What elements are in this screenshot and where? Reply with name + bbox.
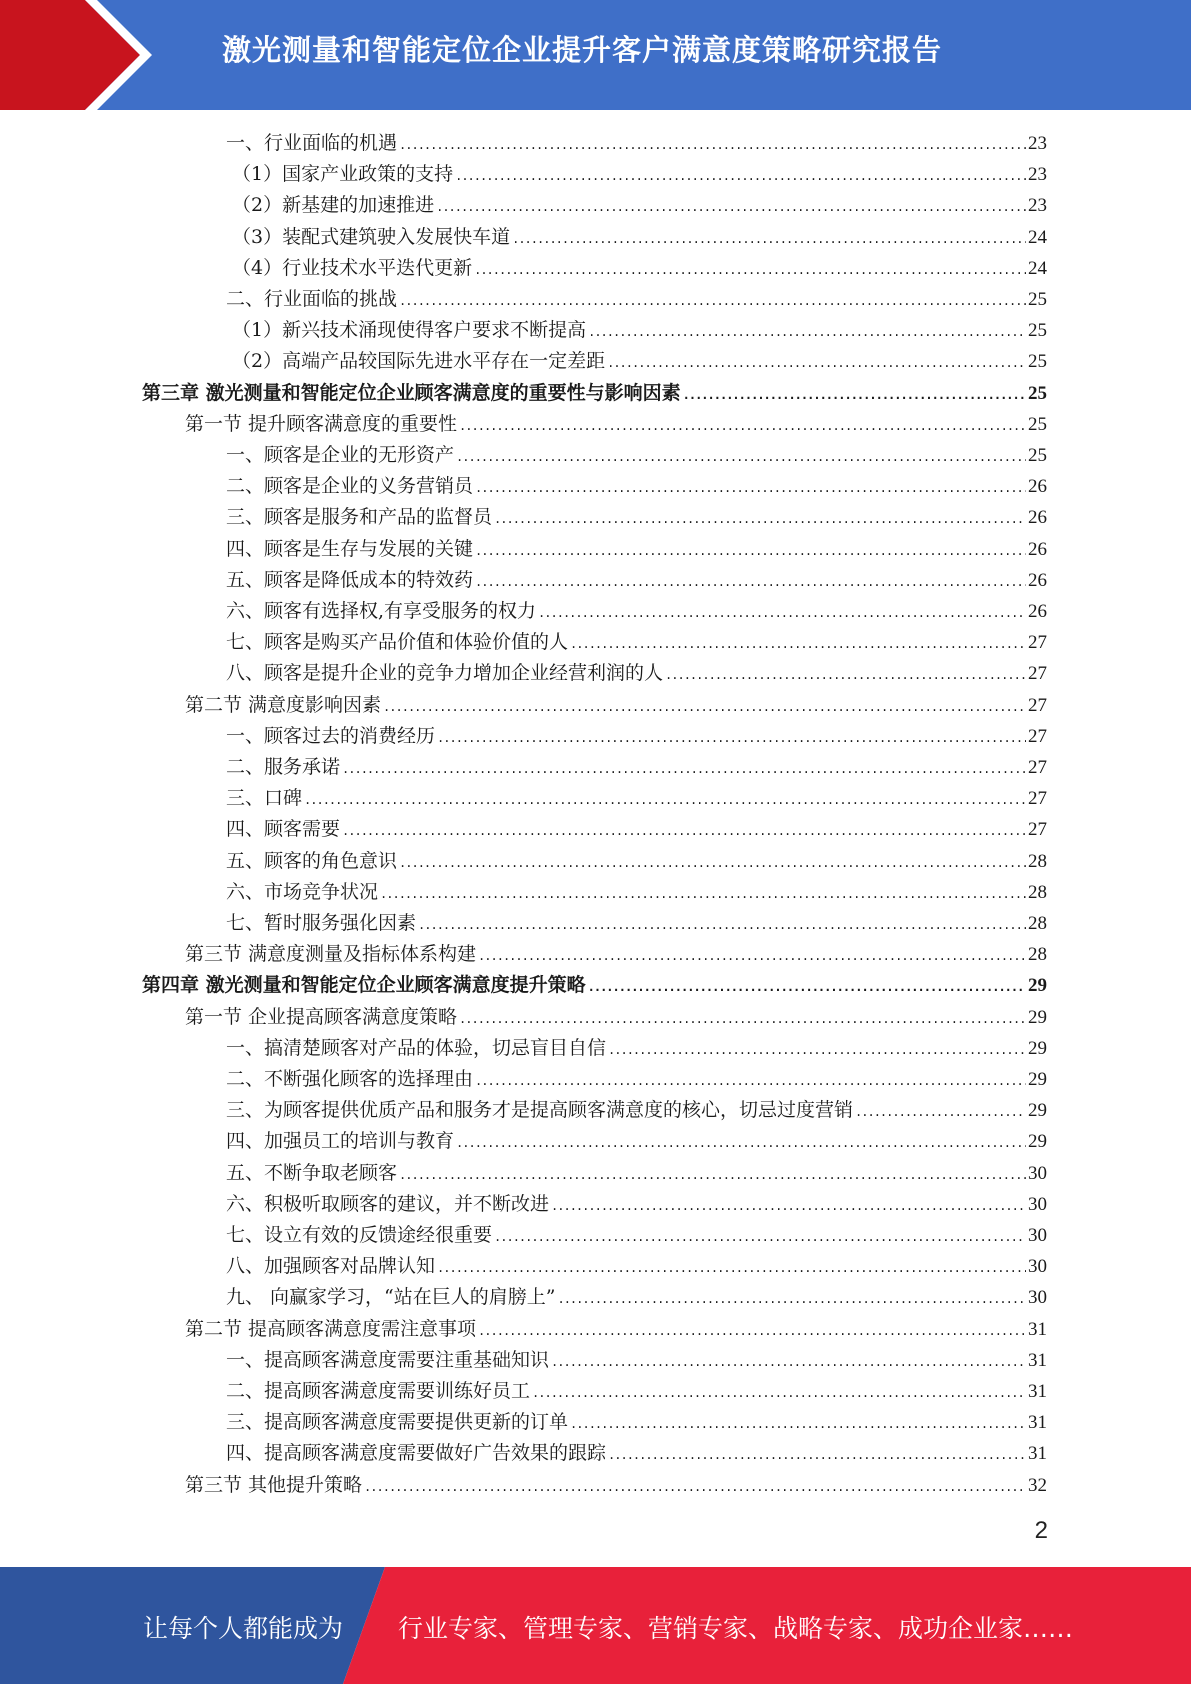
toc-item-entry[interactable] <box>226 128 1047 159</box>
toc-item-entry[interactable] <box>226 1095 1047 1126</box>
toc-dot-leader <box>478 941 1026 972</box>
toc-entry-label: 六、积极听取顾客的建议，并不断改进 <box>226 1192 550 1215</box>
toc-entry-label: 第三节 其他提升策略 <box>185 1473 363 1496</box>
report-title: 激光测量和智能定位企业提升客户满意度策略研究报告 <box>222 33 943 67</box>
toc-entry-page: 25 <box>1028 320 1047 342</box>
toc-dot-leader <box>608 1035 1026 1066</box>
toc-entry-label: 一、提高顾客满意度需要注重基础知识 <box>226 1348 550 1371</box>
toc-dot-leader <box>418 910 1026 941</box>
toc-dot-leader <box>399 848 1026 879</box>
toc-entry-page: 30 <box>1028 1193 1047 1215</box>
toc-entry-page: 27 <box>1028 694 1047 716</box>
toc-entry-label: （4）行业技术水平迭代更新 <box>232 256 473 279</box>
toc-entry-page: 24 <box>1028 226 1047 248</box>
toc-dot-leader <box>475 473 1026 504</box>
toc-dot-leader <box>588 317 1026 348</box>
toc-entry-page: 31 <box>1028 1381 1047 1402</box>
toc-item-entry[interactable] <box>226 596 1047 627</box>
toc-entry-page: 23 <box>1028 133 1047 154</box>
toc-dot-leader <box>607 348 1026 379</box>
toc-dot-leader <box>532 1378 1026 1409</box>
toc-entry-page: 23 <box>1028 195 1047 217</box>
toc-entry-page: 25 <box>1028 382 1047 404</box>
toc-entry-label: 五、不断争取老顾客 <box>226 1161 398 1184</box>
toc-item-entry[interactable] <box>226 1033 1047 1064</box>
toc-entry-page: 25 <box>1028 413 1047 435</box>
toc-entry-label: （2）高端产品较国际先进水平存在一定差距 <box>232 350 606 373</box>
toc-item-entry[interactable] <box>226 846 1047 877</box>
toc-item-entry[interactable] <box>226 440 1047 471</box>
toc-entry-page: 27 <box>1028 757 1047 778</box>
toc-item-entry[interactable] <box>232 190 1047 221</box>
toc-item-entry[interactable] <box>232 315 1047 346</box>
toc-dot-leader <box>475 536 1026 567</box>
page-footer <box>0 1567 1191 1684</box>
toc-dot-leader <box>665 660 1026 691</box>
toc-entry-label: （1）新兴技术涌现使得客户要求不断提高 <box>232 319 587 342</box>
toc-entry-label: 八、加强顾客对品牌认知 <box>226 1255 436 1278</box>
page-header <box>0 0 1191 110</box>
toc-item-entry[interactable] <box>232 222 1047 253</box>
toc-dot-leader <box>588 972 1026 1003</box>
toc-entry-label: （1）国家产业政策的支持 <box>232 163 454 186</box>
toc-dot-leader <box>380 879 1026 910</box>
toc-entry-label: 三、顾客是服务和产品的监督员 <box>226 506 493 529</box>
toc-entry-page: 28 <box>1028 850 1047 872</box>
toc-dot-leader <box>437 1253 1026 1284</box>
toc-entry-page: 29 <box>1028 1006 1047 1028</box>
toc-entry-page: 27 <box>1028 819 1047 841</box>
toc-entry-label: 九、 向赢家学习，“站在巨人的肩膀上” <box>226 1286 556 1309</box>
toc-entry-label: 二、提高顾客满意度需要训练好员工 <box>226 1380 531 1402</box>
toc-dot-leader <box>383 692 1026 723</box>
toc-entry-label: 一、搞清楚顾客对产品的体验，切忌盲目自信 <box>226 1036 607 1059</box>
toc-entry-page: 29 <box>1028 975 1047 997</box>
toc-entry-label: 第四章 激光测量和智能定位企业顾客满意度提升策略 <box>142 974 586 997</box>
toc-entry-label: （3）装配式建筑驶入发展快车道 <box>232 225 511 248</box>
toc-dot-leader <box>855 1097 1026 1128</box>
toc-entry-label: （2）新基建的加速推进 <box>232 194 435 217</box>
page-number: 2 <box>1034 1517 1048 1544</box>
toc-entry-label: 一、顾客过去的消费经历 <box>226 724 436 747</box>
toc-dot-leader <box>608 1440 1026 1471</box>
toc-entry-label: 六、顾客有选择权,有享受服务的权力 <box>226 600 537 622</box>
toc-entry-label: 七、顾客是购买产品价值和体验价值的人 <box>226 631 569 654</box>
toc-item-entry[interactable] <box>226 502 1047 533</box>
toc-dot-leader <box>551 1347 1026 1378</box>
toc-item-entry[interactable] <box>226 752 1047 783</box>
toc-entry-label: 一、顾客是企业的无形资产 <box>226 444 455 466</box>
toc-entry-page: 31 <box>1028 1443 1047 1465</box>
toc-item-entry[interactable] <box>226 1282 1047 1313</box>
toc-dot-leader <box>459 411 1026 442</box>
toc-dot-leader <box>399 1160 1026 1191</box>
toc-entry-label: 四、加强员工的培训与教育 <box>226 1130 455 1153</box>
toc-entry-page: 25 <box>1028 289 1047 310</box>
toc-item-entry[interactable] <box>226 1220 1047 1251</box>
toc-entry-label: 二、服务承诺 <box>226 756 341 778</box>
toc-item-entry[interactable] <box>226 1376 1047 1407</box>
toc-entry-label: 七、暂时服务强化因素 <box>226 912 417 934</box>
toc-item-entry[interactable] <box>226 908 1047 939</box>
toc-entry-label: 第二节 满意度影响因素 <box>185 693 382 716</box>
toc-entry-label: 四、提高顾客满意度需要做好广告效果的跟踪 <box>226 1442 607 1465</box>
toc-entry-page: 31 <box>1028 1412 1047 1434</box>
toc-dot-leader <box>494 504 1026 535</box>
toc-entry-page: 26 <box>1028 507 1047 529</box>
toc-entry-label: 六、市场竞争状况 <box>226 880 379 903</box>
toc-entry-page: 26 <box>1028 569 1047 591</box>
toc-entry-page: 25 <box>1028 445 1047 466</box>
toc-section-entry[interactable] <box>185 1470 1047 1501</box>
toc-dot-leader <box>456 442 1026 473</box>
toc-entry-label: 七、设立有效的反馈途经很重要 <box>226 1224 493 1246</box>
toc-entry-page: 28 <box>1028 881 1047 903</box>
toc-entry-page: 32 <box>1028 1474 1047 1496</box>
toc-dot-leader <box>456 1128 1026 1159</box>
toc-entry-page: 23 <box>1028 164 1047 186</box>
toc-entry-page: 26 <box>1028 538 1047 560</box>
toc-entry-page: 28 <box>1028 944 1047 966</box>
toc-dot-leader <box>551 1191 1026 1222</box>
toc-item-entry[interactable] <box>226 1438 1047 1469</box>
toc-item-entry[interactable] <box>226 471 1047 502</box>
toc-section-entry[interactable] <box>185 409 1047 440</box>
toc-dot-leader <box>512 224 1026 255</box>
toc-dot-leader <box>364 1472 1026 1503</box>
toc-dot-leader <box>475 1066 1026 1097</box>
toc-entry-page: 31 <box>1028 1349 1047 1371</box>
toc-item-entry[interactable] <box>232 346 1047 377</box>
toc-item-entry[interactable] <box>232 159 1047 190</box>
toc-entry-label: 第三节 满意度测量及指标体系构建 <box>185 943 477 966</box>
toc-entry-label: 第二节 提高顾客满意度需注意事项 <box>185 1317 477 1340</box>
toc-entry-label: 二、顾客是企业的义务营销员 <box>226 475 474 498</box>
toc-section-entry[interactable] <box>185 1314 1047 1345</box>
toc-entry-page: 27 <box>1028 663 1047 685</box>
toc-dot-leader <box>478 1316 1026 1347</box>
toc-entry-page: 27 <box>1028 788 1047 810</box>
toc-entry-label: 五、顾客是降低成本的特效药 <box>226 568 474 591</box>
toc-entry-page: 31 <box>1028 1318 1047 1340</box>
footer-slogan-left: 让每个人都能成为 <box>143 1614 344 1643</box>
toc-section-entry[interactable] <box>185 939 1047 970</box>
toc-dot-leader <box>304 785 1026 816</box>
toc-dot-leader <box>475 567 1026 598</box>
toc-entry-page: 24 <box>1028 257 1047 279</box>
toc-item-entry[interactable] <box>226 721 1047 752</box>
toc-entry-page: 29 <box>1028 1037 1047 1059</box>
toc-item-entry[interactable] <box>226 1064 1047 1095</box>
toc-entry-label: 三、提高顾客满意度需要提供更新的订单 <box>226 1411 569 1434</box>
toc-dot-leader <box>342 816 1026 847</box>
toc-entry-page: 26 <box>1028 601 1047 622</box>
footer-slogan-right: 行业专家、管理专家、营销专家、战略专家、成功企业家…… <box>398 1614 1074 1643</box>
toc-item-entry[interactable] <box>226 877 1047 908</box>
toc-entry-page: 30 <box>1028 1256 1047 1278</box>
toc-dot-leader <box>459 1004 1026 1035</box>
toc-item-entry[interactable] <box>226 1189 1047 1220</box>
toc-item-entry[interactable] <box>232 253 1047 284</box>
toc-dot-leader <box>437 723 1026 754</box>
toc-dot-leader <box>570 629 1026 660</box>
toc-chapter-entry[interactable] <box>142 378 1047 409</box>
toc-dot-leader <box>557 1284 1026 1315</box>
toc-entry-label: 第一节 企业提高顾客满意度策略 <box>185 1005 458 1028</box>
toc-entry-page: 28 <box>1028 913 1047 934</box>
toc-item-entry[interactable] <box>226 783 1047 814</box>
toc-dot-leader <box>342 754 1026 785</box>
toc-item-entry[interactable] <box>226 1407 1047 1438</box>
toc-entry-page: 29 <box>1028 1100 1047 1122</box>
toc-entry-page: 27 <box>1028 725 1047 747</box>
toc-entry-label: 八、顾客是提升企业的竞争力增加企业经营利润的人 <box>226 662 664 685</box>
toc-entry-page: 27 <box>1028 632 1047 654</box>
toc-dot-leader <box>474 255 1026 286</box>
toc-entry-label: 一、行业面临的机遇 <box>226 132 398 154</box>
toc-entry-label: 四、顾客需要 <box>226 818 341 841</box>
toc-item-entry[interactable] <box>226 565 1047 596</box>
toc-item-entry[interactable] <box>226 658 1047 689</box>
toc-entry-label: 四、顾客是生存与发展的关键 <box>226 537 474 560</box>
toc-entry-page: 30 <box>1028 1162 1047 1184</box>
toc-chapter-entry[interactable] <box>142 970 1047 1001</box>
toc-item-entry[interactable] <box>226 284 1047 315</box>
toc-entry-label: 三、口碑 <box>226 787 303 810</box>
toc-dot-leader <box>399 130 1026 161</box>
toc-dot-leader <box>436 192 1026 223</box>
toc-dot-leader <box>683 380 1026 411</box>
toc-item-entry[interactable] <box>226 534 1047 565</box>
toc-item-entry[interactable] <box>226 814 1047 845</box>
toc-entry-page: 25 <box>1028 351 1047 373</box>
toc-entry-label: 第三章 激光测量和智能定位企业顾客满意度的重要性与影响因素 <box>142 381 681 404</box>
toc-entry-page: 30 <box>1028 1287 1047 1309</box>
toc-section-entry[interactable] <box>185 690 1047 721</box>
toc-entry-label: 二、行业面临的挑战 <box>226 288 398 310</box>
toc-section-entry[interactable] <box>185 1002 1047 1033</box>
header-arrow-decoration <box>0 0 160 110</box>
toc-dot-leader <box>399 286 1026 317</box>
toc-dot-leader <box>538 598 1026 629</box>
toc-dot-leader <box>455 161 1026 192</box>
toc-item-entry[interactable] <box>226 1251 1047 1282</box>
toc-dot-leader <box>494 1222 1026 1253</box>
toc-entry-label: 三、为顾客提供优质产品和服务才是提高顾客满意度的核心，切忌过度营销 <box>226 1099 854 1122</box>
toc-entry-label: 二、不断强化顾客的选择理由 <box>226 1068 474 1090</box>
toc-item-entry[interactable] <box>226 1345 1047 1376</box>
toc-item-entry[interactable] <box>226 627 1047 658</box>
toc-entry-label: 第一节 提升顾客满意度的重要性 <box>185 412 458 435</box>
toc-entry-label: 五、顾客的角色意识 <box>226 849 398 872</box>
toc-item-entry[interactable] <box>226 1158 1047 1189</box>
toc-item-entry[interactable] <box>226 1126 1047 1157</box>
toc-entry-page: 26 <box>1028 476 1047 498</box>
toc-entry-page: 29 <box>1028 1069 1047 1090</box>
toc-dot-leader <box>570 1409 1026 1440</box>
toc-entry-page: 30 <box>1028 1225 1047 1246</box>
toc-entry-page: 29 <box>1028 1131 1047 1153</box>
